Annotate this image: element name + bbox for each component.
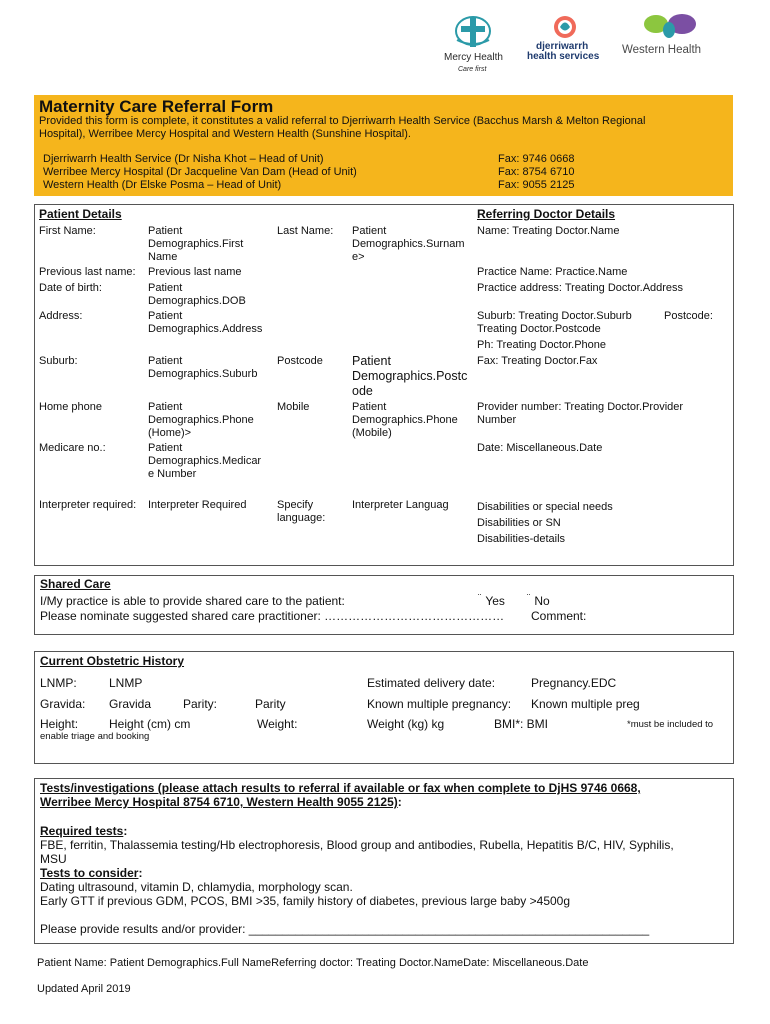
home-phone-label: Home phone bbox=[39, 401, 102, 413]
bmi-field[interactable]: BMI*: BMI bbox=[494, 717, 549, 731]
obstetric-title: Current Obstetric History bbox=[40, 654, 185, 668]
last-name-line-3: e> bbox=[352, 251, 365, 263]
header-banner bbox=[34, 95, 733, 196]
interpreter-field[interactable]: Interpreter Required bbox=[148, 499, 247, 511]
edd-field[interactable]: Pregnancy.EDC bbox=[531, 676, 617, 690]
postcode-line-3: ode bbox=[352, 384, 373, 398]
first-name-line-3: Name bbox=[148, 251, 178, 263]
western-health-logo bbox=[620, 14, 720, 60]
no-checkbox-icon[interactable]: ¨ bbox=[527, 593, 531, 604]
address-field[interactable] bbox=[148, 310, 262, 336]
contact-djerriwarrh: Djerriwarrh Health Service (Dr Nisha Khot – Head of Unit) bbox=[43, 153, 324, 165]
required-tests-text-1: FBE, ferritin, Thalassemia testing/Hb electrophoresis, Blood group and antibodies, Rubella, Hepatitis B/C, HIV, Syphilis, bbox=[40, 838, 674, 852]
language-label bbox=[277, 499, 325, 525]
western-health-name: Western Health bbox=[622, 44, 702, 56]
required-tests-colon: : bbox=[123, 824, 128, 838]
postcode-label: Postcode bbox=[277, 355, 323, 367]
last-name-label: Last Name: bbox=[277, 225, 334, 237]
home-phone-field[interactable] bbox=[148, 401, 254, 440]
western-butterfly-icon bbox=[642, 14, 698, 40]
disabilities-block[interactable] bbox=[477, 499, 613, 547]
multiple-pregnancy-field[interactable]: Known multiple preg bbox=[531, 697, 640, 711]
mercy-health-logo bbox=[440, 14, 510, 78]
mobile-label: Mobile bbox=[277, 401, 310, 413]
first-name-line-1: Patient bbox=[148, 225, 183, 237]
language-field[interactable]: Interpreter Languag bbox=[352, 499, 449, 511]
postcode-field[interactable] bbox=[352, 354, 474, 399]
tests-to-consider-colon: : bbox=[138, 866, 143, 880]
previous-last-name-label: Previous last name: bbox=[39, 266, 136, 278]
djerriwarrh-subname: health services bbox=[527, 51, 600, 62]
lnmp-field[interactable]: LNMP bbox=[109, 676, 143, 690]
gravida-label: Gravida: bbox=[40, 697, 86, 711]
intro-text bbox=[39, 115, 719, 141]
address-label: Address: bbox=[39, 310, 83, 322]
tests-heading-colon: : bbox=[397, 795, 402, 809]
mercy-health-name: Mercy Health bbox=[444, 52, 503, 63]
provider-line-1: Provider number: Treating Doctor.Provider bbox=[477, 401, 684, 413]
doctor-suburb[interactable]: Suburb: Treating Doctor.Suburb bbox=[477, 310, 632, 322]
previous-last-name-field[interactable]: Previous last name bbox=[148, 266, 242, 278]
required-tests-label: Required tests bbox=[40, 824, 124, 838]
doctor-phone[interactable]: Ph: Treating Doctor.Phone bbox=[477, 339, 607, 351]
provider-number[interactable] bbox=[477, 401, 683, 427]
parity-field[interactable]: Parity bbox=[255, 697, 286, 711]
doctor-postcode-label: Postcode: bbox=[664, 310, 713, 322]
gravida-field[interactable]: Gravida bbox=[109, 697, 152, 711]
language-label-line-1: Specify bbox=[277, 499, 314, 511]
interpreter-label: Interpreter required: bbox=[39, 499, 137, 511]
shared-care-yes-option[interactable] bbox=[478, 592, 505, 606]
mercy-health-tagline: Care first bbox=[458, 66, 487, 73]
tests-heading-line-2: Werribee Mercy Hospital 8754 6710, Western Health 9055 2125) bbox=[40, 795, 398, 809]
mobile-line-3: (Mobile) bbox=[352, 427, 392, 439]
doctor-postcode[interactable]: Treating Doctor.Postcode bbox=[477, 323, 601, 335]
address-line-1: Patient bbox=[148, 310, 183, 322]
suburb-line-2: Demographics.Suburb bbox=[148, 368, 258, 380]
mercy-cross-icon bbox=[453, 14, 493, 50]
weight-label: Weight: bbox=[257, 717, 298, 731]
medicare-line-3: e Number bbox=[148, 468, 197, 480]
fax-western: Fax: 9055 2125 bbox=[498, 179, 575, 191]
required-tests bbox=[40, 824, 730, 908]
required-tests-text-2: MSU bbox=[40, 852, 67, 866]
parity-label: Parity: bbox=[183, 697, 218, 711]
intro-line-2: Hospital), Werribee Mercy Hospital and Western Health (Sunshine Hospital). bbox=[39, 128, 411, 140]
bmi-note-continued: enable triage and booking bbox=[40, 731, 150, 742]
footer-summary: Patient Name: Patient Demographics.Full NameReferring doctor: Treating Doctor.NameDate: Miscellaneous.Date bbox=[37, 957, 589, 969]
height-label: Height: bbox=[40, 717, 79, 731]
yes-checkbox-icon[interactable]: ¨ bbox=[478, 593, 482, 604]
fax-djerriwarrh: Fax: 9746 0668 bbox=[498, 153, 575, 165]
tests-to-consider-text-1: Dating ultrasound, vitamin D, chlamydia, morphology scan. bbox=[40, 880, 353, 894]
yes-label: Yes bbox=[485, 594, 505, 608]
medicare-line-1: Patient bbox=[148, 442, 183, 454]
referring-doctor-title: Referring Doctor Details bbox=[477, 207, 616, 221]
weight-field[interactable]: Weight (kg) kg bbox=[367, 717, 445, 731]
contact-western: Western Health (Dr Elske Posma – Head of Unit) bbox=[43, 179, 282, 191]
home-phone-line-2: Demographics.Phone bbox=[148, 414, 254, 426]
shared-care-no-option[interactable] bbox=[527, 592, 550, 606]
practice-name[interactable]: Practice Name: Practice.Name bbox=[477, 266, 628, 278]
disabilities-line-3: Disabilities-details bbox=[477, 533, 566, 545]
postcode-line-2: Demographics.Postc bbox=[352, 369, 468, 383]
shared-care-title: Shared Care bbox=[40, 577, 111, 591]
first-name-line-2: Demographics.First bbox=[148, 238, 244, 250]
shared-care-question: I/My practice is able to provide shared care to the patient: bbox=[40, 594, 345, 608]
fax-werribee: Fax: 8754 6710 bbox=[498, 166, 575, 178]
home-phone-line-1: Patient bbox=[148, 401, 183, 413]
bmi-note: *must be included to bbox=[627, 719, 714, 730]
tests-to-consider-label: Tests to consider bbox=[40, 866, 139, 880]
height-field[interactable]: Height (cm) cm bbox=[109, 717, 191, 731]
comment-label[interactable]: Comment: bbox=[531, 609, 587, 623]
doctor-name[interactable]: Name: Treating Doctor.Name bbox=[477, 225, 620, 237]
disabilities-line-1: Disabilities or special needs bbox=[477, 501, 613, 513]
tests-to-consider-text-2: Early GTT if previous GDM, PCOS, BMI >35, family history of diabetes, previous large baby >4500g bbox=[40, 894, 571, 908]
djerriwarrh-logo bbox=[524, 14, 610, 64]
first-name-field[interactable] bbox=[148, 225, 273, 264]
multiple-pregnancy-label: Known multiple pregnancy: bbox=[367, 697, 512, 711]
address-line-2: Demographics.Address bbox=[148, 323, 263, 335]
language-label-line-2: language: bbox=[277, 512, 326, 524]
dob-line-2: Demographics.DOB bbox=[148, 295, 246, 307]
provider-line-2: Number bbox=[477, 414, 517, 426]
djerriwarrh-name: djerriwarrh bbox=[536, 41, 589, 52]
disabilities-line-2: Disabilities or SN bbox=[477, 517, 561, 529]
first-name-label: First Name: bbox=[39, 225, 96, 237]
referral-date[interactable]: Date: Miscellaneous.Date bbox=[477, 442, 603, 454]
nominate-practitioner-field[interactable]: Please nominate suggested shared care practitioner: ……………………………………… bbox=[40, 609, 505, 623]
tests-heading bbox=[40, 781, 730, 809]
last-name-field[interactable] bbox=[352, 225, 472, 264]
contact-werribee: Werribee Mercy Hospital (Dr Jacqueline Van Dam (Head of Unit) bbox=[43, 166, 357, 178]
last-name-line-1: Patient bbox=[352, 225, 387, 237]
mobile-field[interactable] bbox=[352, 401, 458, 440]
doctor-fax[interactable]: Fax: Treating Doctor.Fax bbox=[477, 355, 598, 367]
tests-heading-line-1: Tests/investigations (please attach results to referral if available or fax when complete to DjHS 9746 0668, bbox=[40, 781, 641, 795]
suburb-line-1: Patient bbox=[148, 355, 183, 367]
lnmp-label: LNMP: bbox=[40, 676, 77, 690]
footer-updated: Updated April 2019 bbox=[37, 983, 131, 995]
djerriwarrh-swirl-icon bbox=[548, 14, 582, 40]
dob-field[interactable] bbox=[148, 282, 246, 308]
mobile-line-2: Demographics.Phone bbox=[352, 414, 458, 426]
medicare-field[interactable] bbox=[148, 442, 261, 481]
suburb-label: Suburb: bbox=[39, 355, 78, 367]
form-title: Maternity Care Referral Form bbox=[39, 97, 274, 116]
postcode-line-1: Patient bbox=[352, 354, 391, 368]
medicare-line-2: Demographics.Medicar bbox=[148, 455, 262, 467]
patient-details-title: Patient Details bbox=[39, 207, 122, 221]
practice-address[interactable]: Practice address: Treating Doctor.Address bbox=[477, 282, 684, 294]
mobile-line-1: Patient bbox=[352, 401, 387, 413]
no-label: No bbox=[534, 594, 550, 608]
intro-line-1: Provided this form is complete, it constitutes a valid referral to Djerriwarrh Health Service (Bacchus Marsh & Melton Regional bbox=[39, 115, 646, 127]
edd-label: Estimated delivery date: bbox=[367, 676, 496, 690]
home-phone-line-3: (Home)> bbox=[148, 427, 192, 439]
suburb-field[interactable] bbox=[148, 355, 257, 381]
medicare-label: Medicare no.: bbox=[39, 442, 106, 454]
dob-line-1: Patient bbox=[148, 282, 183, 294]
dob-label: Date of birth: bbox=[39, 282, 102, 294]
last-name-line-2: Demographics.Surnam bbox=[352, 238, 465, 250]
provide-results-field[interactable]: Please provide results and/or provider: ____________________________________________________________ bbox=[40, 922, 650, 936]
